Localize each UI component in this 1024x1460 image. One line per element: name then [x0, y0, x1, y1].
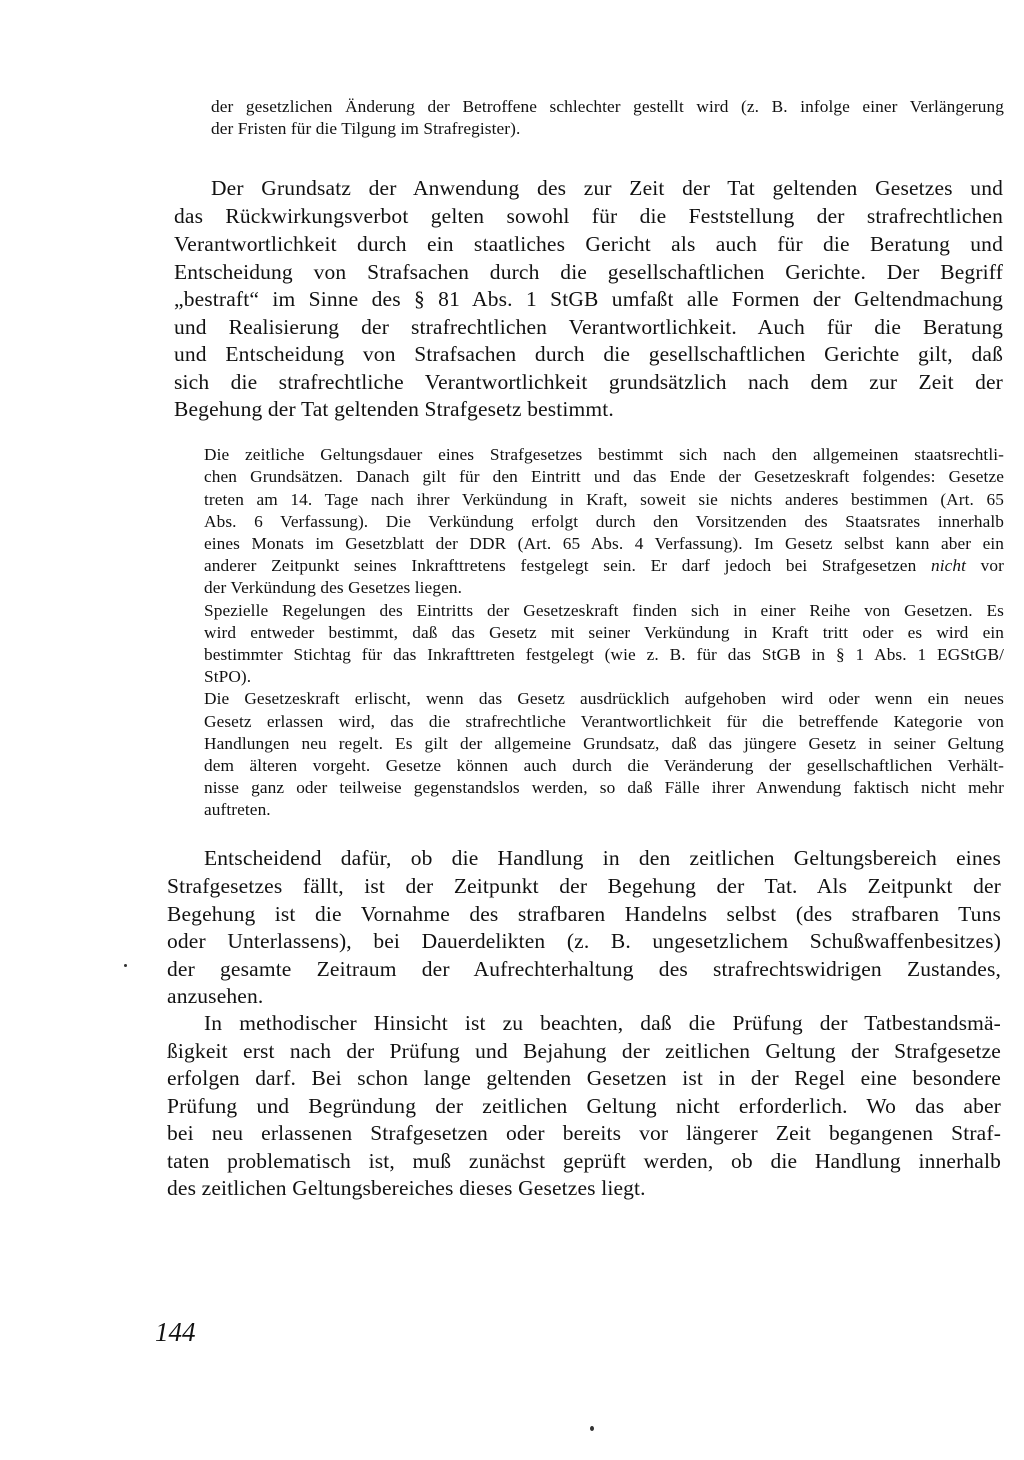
note-line-suffix: vor [966, 556, 1004, 575]
paragraph-2-line: Entscheidend dafür, ob die Handlung in den zeitlichen Geltungsbereich eines [204, 846, 1001, 870]
paragraph-1-line: Der Grundsatz der Anwendung des zur Zeit der Tat geltenden Gesetzes und [211, 176, 1003, 200]
paragraph-2-line: der gesamte Zeitraum der Aufrechterhaltung des strafrechtswidrigen Zustandes, [167, 957, 1001, 981]
paragraph-3-line: In methodischer Hinsicht ist zu beachten, daß die Prüfung der Tatbestandsmä- [204, 1011, 1001, 1035]
note-line: Gesetz erlassen wird, das die strafrechtliche Verantwortlichkeit für die betreffende Kategorie von [204, 712, 1004, 731]
emphasis-nicht: nicht [930, 556, 967, 575]
paragraph-1-line: „bestraft“ im Sinne des § 81 Abs. 1 StGB umfaßt alle Formen der Geltendmachung [174, 287, 1003, 311]
paragraph-3-line: ßigkeit erst nach der Prüfung und Bejahung der zeitlichen Geltung der Strafgesetze [167, 1039, 1001, 1063]
scan-speck [590, 1426, 594, 1431]
note-line: nisse ganz oder teilweise gegenstandslos werden, so daß Fälle ihrer Anwendung faktisch nicht mehr [204, 778, 1004, 797]
paragraph-2-line: Strafgesetzes fällt, ist der Zeitpunkt der Begehung der Tat. Als Zeitpunkt der [167, 874, 1001, 898]
paragraph-3-line: des zeitlichen Geltungsbereiches dieses Gesetzes liegt. [167, 1176, 646, 1200]
note-line: StPO). [204, 667, 252, 686]
note-line: dem älteren vorgeht. Gesetze können auch durch die Veränderung der gesellschaftlichen Verhält- [204, 756, 1004, 775]
paragraph-1-line: Entscheidung von Strafsachen durch die gesellschaftlichen Gerichte. Der Begriff [174, 260, 1003, 284]
paragraph-3-line: taten problematisch ist, muß zunächst geprüft werden, ob die Handlung innerhalb [167, 1149, 1001, 1173]
note-line: Spezielle Regelungen des Eintritts der Gesetzeskraft finden sich in einer Reihe von Gesetzen. Es [204, 601, 1004, 620]
top-note-line: der Fristen für die Tilgung im Strafregister). [211, 119, 521, 138]
note-line: Die zeitliche Geltungsdauer eines Strafgesetzes bestimmt sich nach den allgemeinen staatsrechtli- [204, 445, 1004, 464]
paragraph-2-line: Begehung ist die Vornahme des strafbaren Handelns selbst (des strafbaren Tuns [167, 902, 1001, 926]
note-line: chen Grundsätzen. Danach gilt für den Eintritt und das Ende der Gesetzeskraft folgendes: Gesetze [204, 467, 1004, 486]
note-line: wird entweder bestimmt, daß das Gesetz mit seiner Verkündung in Kraft tritt oder es wird ein [204, 623, 1004, 642]
note-line: Handlungen neu regelt. Es gilt der allgemeine Grundsatz, daß das jüngere Gesetz in seiner Geltung [204, 734, 1004, 753]
paragraph-1-line: Verantwortlichkeit durch ein staatliches Gericht als auch für die Beratung und [174, 232, 1003, 256]
note-line: Die Gesetzeskraft erlischt, wenn das Gesetz ausdrücklich aufgehoben wird oder wenn ein neues [204, 689, 1004, 708]
paragraph-1-line: das Rückwirkungsverbot gelten sowohl für die Feststellung der strafrechtlichen [174, 204, 1003, 228]
paragraph-3-line: erfolgen darf. Bei schon lange geltenden Gesetzen ist in der Regel eine besondere [167, 1066, 1001, 1090]
paragraph-2-line: oder Unterlassens), bei Dauerdelikten (z. B. ungesetzlichem Schußwaffenbesitzes) [167, 929, 1001, 953]
paragraph-1-line: und Entscheidung von Strafsachen durch die gesellschaftlichen Gerichte gilt, daß [174, 342, 1003, 366]
note-line [204, 555, 1004, 577]
note-line: Abs. 6 Verfassung). Die Verkündung erfolgt durch den Vorsitzenden des Staatsrates innerhalb [204, 512, 1004, 531]
note-line: auftreten. [204, 800, 271, 819]
paragraph-1-line: sich die strafrechtliche Verantwortlichkeit grundsätzlich nach dem zur Zeit der [174, 370, 1003, 394]
paragraph-1-line: und Realisierung der strafrechtlichen Verantwortlichkeit. Auch für die Beratung [174, 315, 1003, 339]
note-line-text: anderer Zeitpunkt seines Inkrafttretens festgelegt sein. Er darf jedoch bei Strafgesetzen [204, 556, 917, 575]
paragraph-3-line: bei neu erlassenen Strafgesetzen oder bereits vor längerer Zeit begangenen Straf- [167, 1121, 1001, 1145]
note-line: eines Monats im Gesetzblatt der DDR (Art. 65 Abs. 4 Verfassung). Im Gesetz selbst kann aber ein [204, 534, 1004, 553]
scan-speck [124, 964, 127, 967]
note-line: bestimmter Stichtag für das Inkrafttreten festgelegt (wie z. B. für das StGB in § 1 Abs. 1 EGStGB/ [204, 645, 1004, 664]
paragraph-2-line: anzusehen. [167, 984, 264, 1008]
top-note-line: der gesetzlichen Änderung der Betroffene schlechter gestellt wird (z. B. infolge einer Verlängerung [211, 97, 1004, 116]
paragraph-1-line: Begehung der Tat geltenden Strafgesetz bestimmt. [174, 397, 614, 421]
note-line: treten am 14. Tage nach ihrer Verkündung in Kraft, soweit sie nichts anderes bestimmen (Art. 65 [204, 490, 1004, 509]
note-line: der Verkündung des Gesetzes liegen. [204, 578, 463, 597]
page-number: 144 [155, 1317, 196, 1347]
paragraph-3-line: Prüfung und Begründung der zeitlichen Geltung nicht erforderlich. Wo das aber [167, 1094, 1001, 1118]
